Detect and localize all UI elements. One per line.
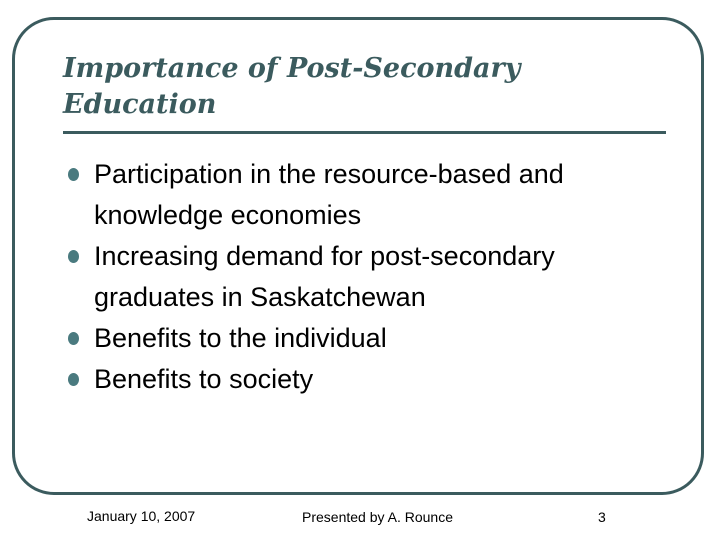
footer-page-number: 3 [598, 509, 606, 525]
bullet-line: graduates in Saskatchewan [94, 282, 426, 312]
bullet-item [64, 154, 674, 236]
bullet-list [64, 154, 674, 400]
title-underline [63, 131, 666, 134]
bullet-item [64, 359, 674, 400]
title-line-1: Importance of Post-Secondary [63, 53, 521, 84]
footer-date: January 10, 2007 [87, 508, 196, 524]
bullet-line: Participation in the resource-based and [94, 159, 564, 189]
bullet-line: Benefits to society [94, 364, 314, 394]
bullet-text [94, 318, 674, 359]
bullet-line: knowledge economies [94, 200, 362, 230]
bullet-dot-icon [64, 318, 94, 359]
bullet-dot-icon [64, 359, 94, 400]
bullet-text [94, 154, 674, 236]
title-line-2: Education [63, 89, 217, 120]
bullet-line: Increasing demand for post-secondary [94, 241, 555, 271]
bullet-item [64, 236, 674, 318]
footer-author: Presented by A. Rounce [302, 509, 453, 525]
bullet-text [94, 359, 674, 400]
bullet-dot-icon [64, 154, 94, 195]
bullet-dot-icon [64, 236, 94, 277]
bullet-text [94, 236, 674, 318]
slide-title [63, 51, 663, 123]
bullet-item [64, 318, 674, 359]
bullet-line: Benefits to the individual [94, 323, 387, 353]
